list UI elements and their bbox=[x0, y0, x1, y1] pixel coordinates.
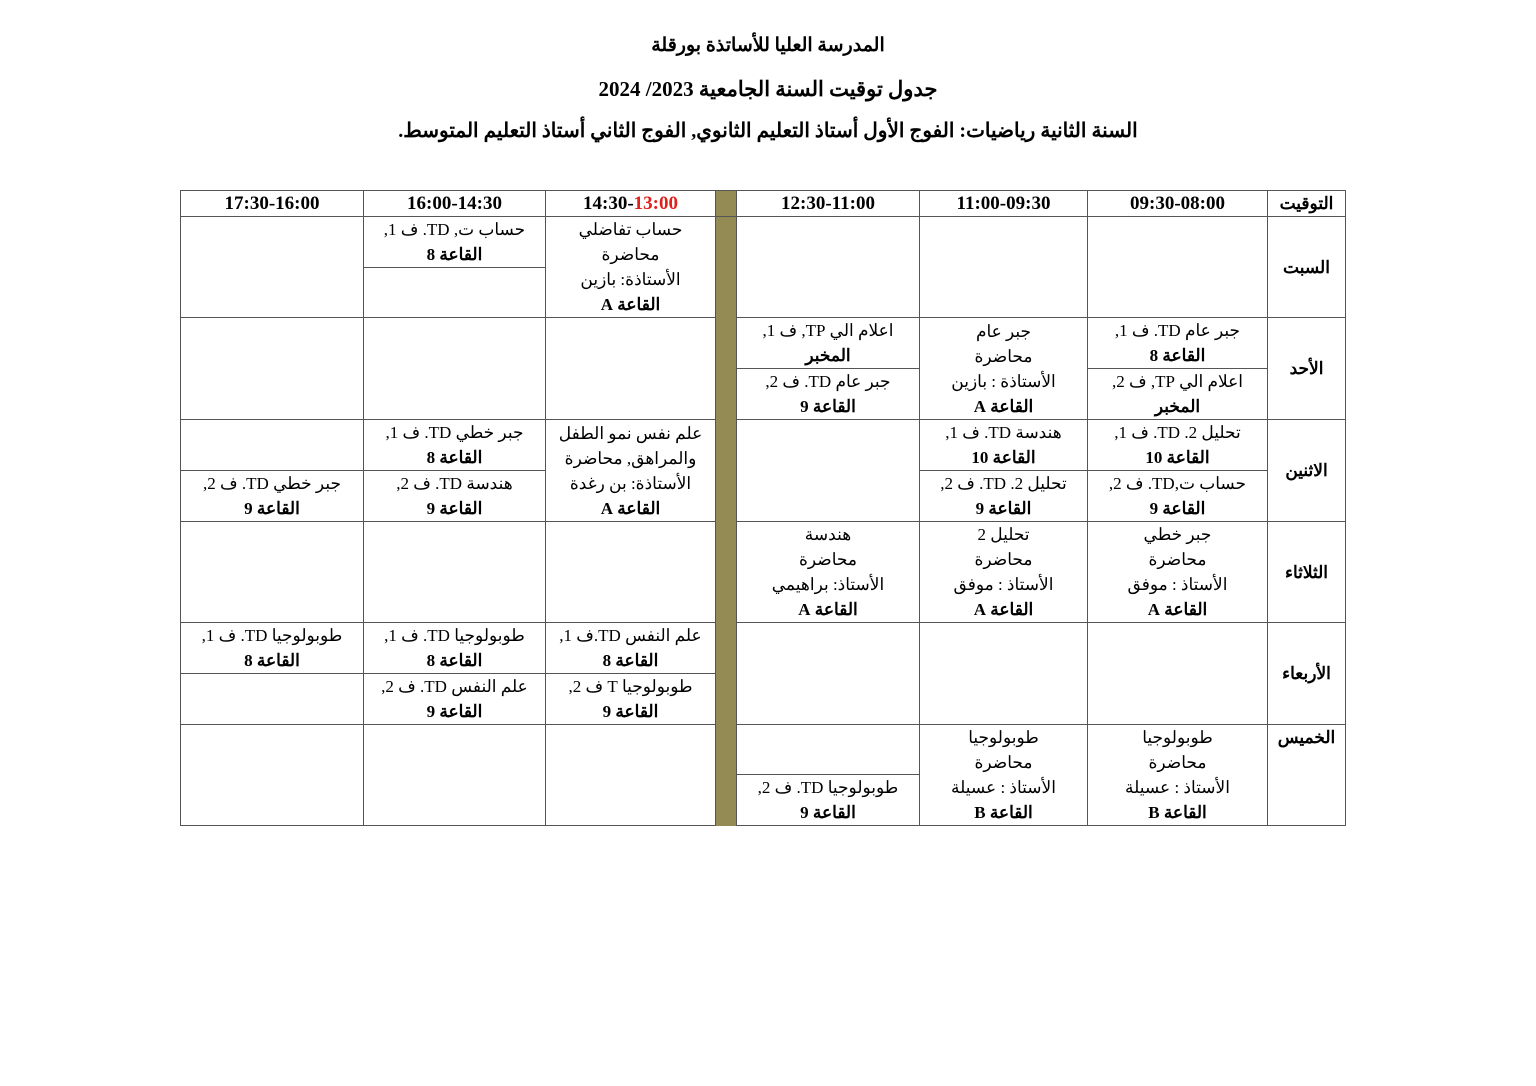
day-sunday: الأحد bbox=[1268, 318, 1346, 420]
schedule-subtitle: السنة الثانية رياضيات: الفوج الأول أستاذ التعليم الثانوي, الفوج الثاني أستاذ التعليم المتوسط. bbox=[398, 120, 1138, 142]
cell-thu-5 bbox=[364, 725, 546, 826]
cell-thu-6 bbox=[181, 725, 364, 826]
cell-thu-1: طوبولوجيا محاضرة الأستاذ : عسيلة القاعة B bbox=[1088, 725, 1268, 826]
cell-mon-6b: جبر خطي TD. ف 2, القاعة 9 bbox=[181, 471, 364, 522]
cell-sun-1a: جبر عام TD. ف 1, القاعة 8 bbox=[1088, 318, 1268, 369]
day-saturday: السبت bbox=[1268, 217, 1346, 318]
school-name: المدرسة العليا للأساتذة بورقلة bbox=[651, 35, 885, 56]
cell-sun-3a: اعلام الي TP, ف 1, المخبر bbox=[737, 318, 920, 369]
cell-sat-3 bbox=[737, 217, 920, 318]
cell-sat-5a: حساب ت, TD. ف 1, القاعة 8 bbox=[364, 217, 546, 268]
cell-thu-2: طوبولوجيا محاضرة الأستاذ : عسيلة القاعة B bbox=[920, 725, 1088, 826]
cell-mon-4: علم نفس نمو الطفل والمراهق, محاضرة الأستاذة: بن رغدة القاعة A bbox=[546, 420, 716, 522]
day-wednesday: الأربعاء bbox=[1268, 623, 1346, 725]
slot-header-4: 14:30-13:00 bbox=[546, 191, 716, 217]
time-header: التوقيت bbox=[1268, 191, 1346, 217]
cell-mon-6a bbox=[181, 420, 364, 471]
cell-sun-4 bbox=[546, 318, 716, 420]
schedule-title: جدول توقيت السنة الجامعية 2023/ 2024 bbox=[598, 77, 938, 101]
cell-sat-1 bbox=[1088, 217, 1268, 318]
cell-wed-6a: طوبولوجيا TD. ف 1, القاعة 8 bbox=[181, 623, 364, 674]
timetable bbox=[180, 190, 1346, 826]
cell-thu-4 bbox=[546, 725, 716, 826]
cell-sat-4: حساب تفاضلي محاضرة الأستاذة: بازين القاعة A bbox=[546, 217, 716, 318]
header-row bbox=[181, 191, 1346, 217]
cell-wed-4b: طوبولوجيا T ف 2, القاعة 9 bbox=[546, 674, 716, 725]
slot-header-2: 11:00-09:30 bbox=[920, 191, 1088, 217]
cell-mon-5b: هندسة TD. ف 2, القاعة 9 bbox=[364, 471, 546, 522]
cell-wed-5a: طوبولوجيا TD. ف 1, القاعة 8 bbox=[364, 623, 546, 674]
cell-mon-2b: تحليل 2. TD. ف 2, القاعة 9 bbox=[920, 471, 1088, 522]
cell-tue-2: تحليل 2 محاضرة الأستاذ : موفق القاعة A bbox=[920, 522, 1088, 623]
cell-tue-5 bbox=[364, 522, 546, 623]
cell-mon-1b: حساب ت,TD. ف 2, القاعة 9 bbox=[1088, 471, 1268, 522]
day-monday: الاثنين bbox=[1268, 420, 1346, 522]
cell-thu-3b: طوبولوجيا TD. ف 2, القاعة 9 bbox=[737, 775, 920, 826]
cell-thu-3a bbox=[737, 725, 920, 775]
cell-sat-2 bbox=[920, 217, 1088, 318]
slot-header-6: 17:30-16:00 bbox=[181, 191, 364, 217]
cell-sun-2: جبر عام محاضرة الأستاذة : بازين القاعة A bbox=[920, 318, 1088, 420]
cell-wed-5b: علم النفس TD. ف 2, القاعة 9 bbox=[364, 674, 546, 725]
slot-header-3: 12:30-11:00 bbox=[737, 191, 920, 217]
cell-mon-2a: هندسة TD. ف 1, القاعة 10 bbox=[920, 420, 1088, 471]
cell-tue-1: جبر خطي محاضرة الأستاذ : موفق القاعة A bbox=[1088, 522, 1268, 623]
slot-header-1: 09:30-08:00 bbox=[1088, 191, 1268, 217]
cell-wed-1 bbox=[1088, 623, 1268, 725]
cell-wed-4a: علم النفس TD.ف 1, القاعة 8 bbox=[546, 623, 716, 674]
slot-header-5: 16:00-14:30 bbox=[364, 191, 546, 217]
cell-tue-6 bbox=[181, 522, 364, 623]
cell-sun-5 bbox=[364, 318, 546, 420]
cell-sat-6 bbox=[181, 217, 364, 318]
cell-sun-3b: جبر عام TD. ف 2, القاعة 9 bbox=[737, 369, 920, 420]
day-tuesday: الثلاثاء bbox=[1268, 522, 1346, 623]
break-separator bbox=[716, 217, 737, 826]
cell-mon-5a: جبر خطي TD. ف 1, القاعة 8 bbox=[364, 420, 546, 471]
day-thursday: الخميس bbox=[1268, 725, 1346, 826]
cell-tue-4 bbox=[546, 522, 716, 623]
cell-tue-3: هندسة محاضرة الأستاذ: براهيمي القاعة A bbox=[737, 522, 920, 623]
cell-sun-1b: اعلام الي TP, ف 2, المخبر bbox=[1088, 369, 1268, 420]
cell-mon-3 bbox=[737, 420, 920, 522]
cell-sat-5b bbox=[364, 268, 546, 318]
break-separator bbox=[716, 191, 737, 217]
cell-wed-3 bbox=[737, 623, 920, 725]
cell-sun-6 bbox=[181, 318, 364, 420]
cell-wed-6b bbox=[181, 674, 364, 725]
cell-wed-2 bbox=[920, 623, 1088, 725]
cell-mon-1a: تحليل 2. TD. ف 1, القاعة 10 bbox=[1088, 420, 1268, 471]
